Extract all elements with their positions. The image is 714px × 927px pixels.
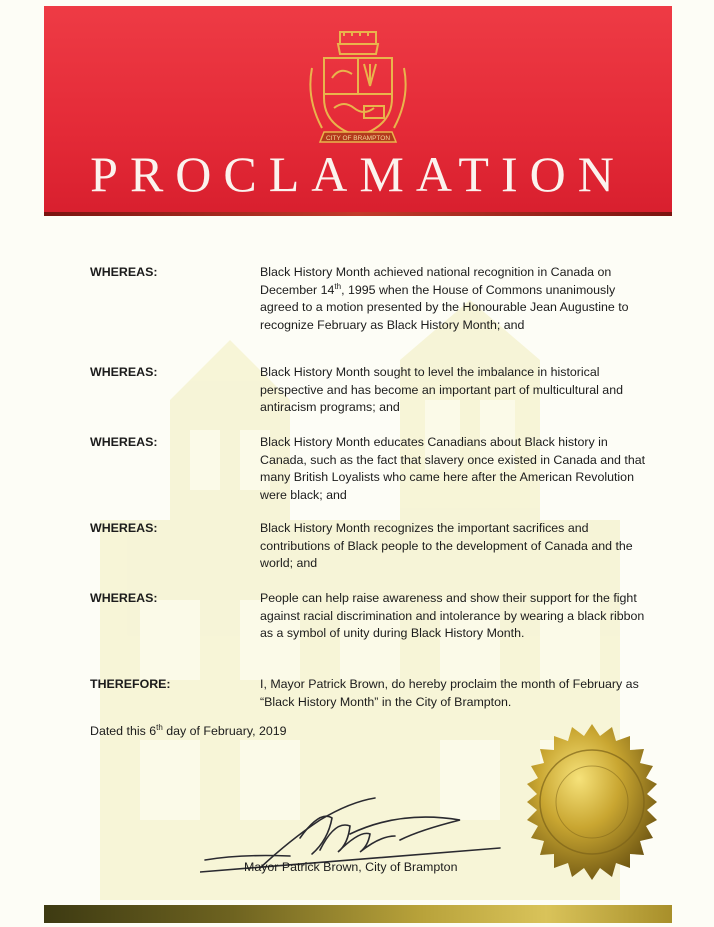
dated-line: Dated this 6th day of February, 2019 [90, 722, 287, 738]
banner-divider [44, 212, 672, 216]
svg-text:CITY OF BRAMPTON: CITY OF BRAMPTON [325, 135, 391, 142]
clause-text: Black History Month achieved national recognition in Canada on December 14th, 1995 when the House of Commons unanimously agreed to a motion presented by the Honourable Jean Augustine to recognize February as Black History Month; and [260, 265, 629, 332]
clause-label: THEREFORE: [90, 677, 171, 691]
gold-seal-icon [512, 722, 672, 882]
clause-label: WHEREAS: [90, 521, 158, 535]
clause-text: People can help raise awareness and show their support for the fight against racial discrimination and intolerance by wearing a black ribbon as a symbol of unity during Black History Month. [260, 591, 645, 640]
clause-label: WHEREAS: [90, 435, 158, 449]
clause-text: Black History Month educates Canadians about Black history in Canada, such as the fact that slavery once existed in Canada and that many British Loyalists who came here after the American Revolution were black; and [260, 435, 646, 502]
clause-label: WHEREAS: [90, 265, 158, 279]
clause-label: WHEREAS: [90, 591, 158, 605]
city-crest-icon [304, 28, 412, 146]
clause-text: Black History Month recognizes the important sacrifices and contributions of Black people to the development of Canada and the world; and [260, 521, 633, 570]
clause-text: Black History Month sought to level the imbalance in historical perspective and has become an important part of multicultural and antiracism programs; and [260, 365, 623, 414]
clause-text: I, Mayor Patrick Brown, do hereby proclaim the month of February as “Black History Month” in the City of Brampton. [260, 677, 639, 709]
footer-bar [44, 905, 672, 923]
signature-caption: Mayor Patrick Brown, City of Brampton [244, 860, 458, 874]
clause-label: WHEREAS: [90, 365, 158, 379]
page-title: PROCLAMATION [90, 146, 626, 202]
